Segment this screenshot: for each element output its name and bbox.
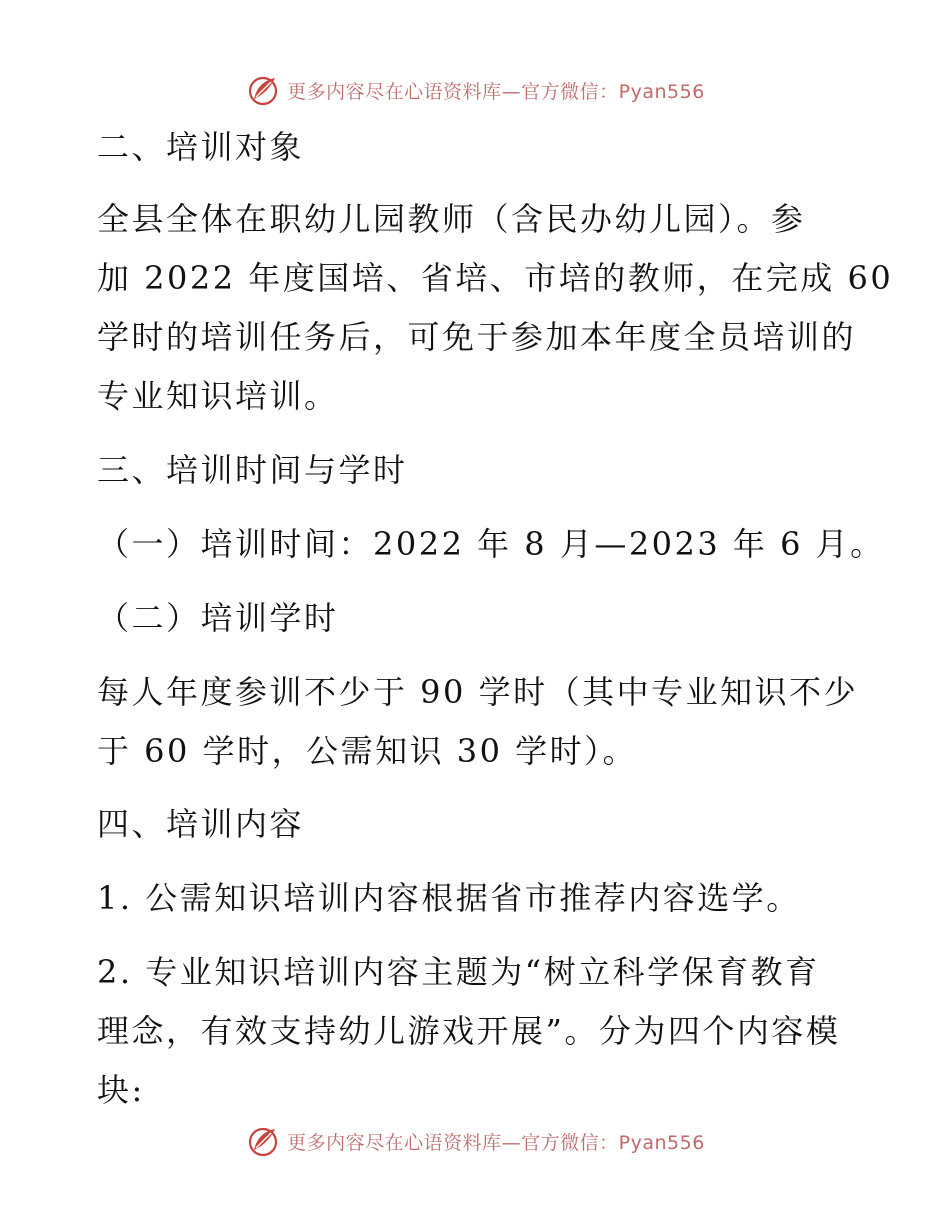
list-item: 2. 专业知识培训内容主题为“树立科学保育教育	[97, 953, 820, 991]
subheading-hours: （二）培训学时	[97, 599, 339, 637]
heading-training-time: 三、培训时间与学时	[97, 451, 408, 489]
paragraph-line: 每人年度参训不少于 90 学时（其中专业知识不少	[97, 673, 859, 711]
subheading-time: （一）培训时间：2022 年 8 月—2023 年 6 月。	[97, 525, 885, 563]
heading-training-content: 四、培训内容	[97, 805, 305, 843]
watermark-text: 更多内容尽在心语资料库—官方微信：Pyan556	[287, 80, 705, 103]
list-item: 1. 公需知识培训内容根据省市推荐内容选学。	[97, 879, 801, 917]
paragraph-line: 全县全体在职幼儿园教师（含民办幼儿园）。参	[97, 200, 806, 238]
paragraph-line: 加 2022 年度国培、省培、市培的教师，在完成 60	[97, 259, 894, 297]
paragraph-line: 块:	[97, 1071, 145, 1109]
watermark-text: 更多内容尽在心语资料库—官方微信：Pyan556	[287, 1131, 705, 1154]
watermark-footer	[0, 1121, 950, 1161]
paragraph-line: 理念，有效支持幼儿游戏开展”。分为四个内容模	[97, 1012, 841, 1050]
paragraph-line: 于 60 学时，公需知识 30 学时）。	[97, 732, 638, 770]
paragraph-line: 学时的培训任务后，可免于参加本年度全员培训的	[97, 318, 857, 356]
paragraph-line: 专业知识培训。	[97, 377, 339, 415]
leaf-logo-icon	[245, 1123, 281, 1159]
heading-training-target: 二、培训对象	[97, 128, 305, 166]
